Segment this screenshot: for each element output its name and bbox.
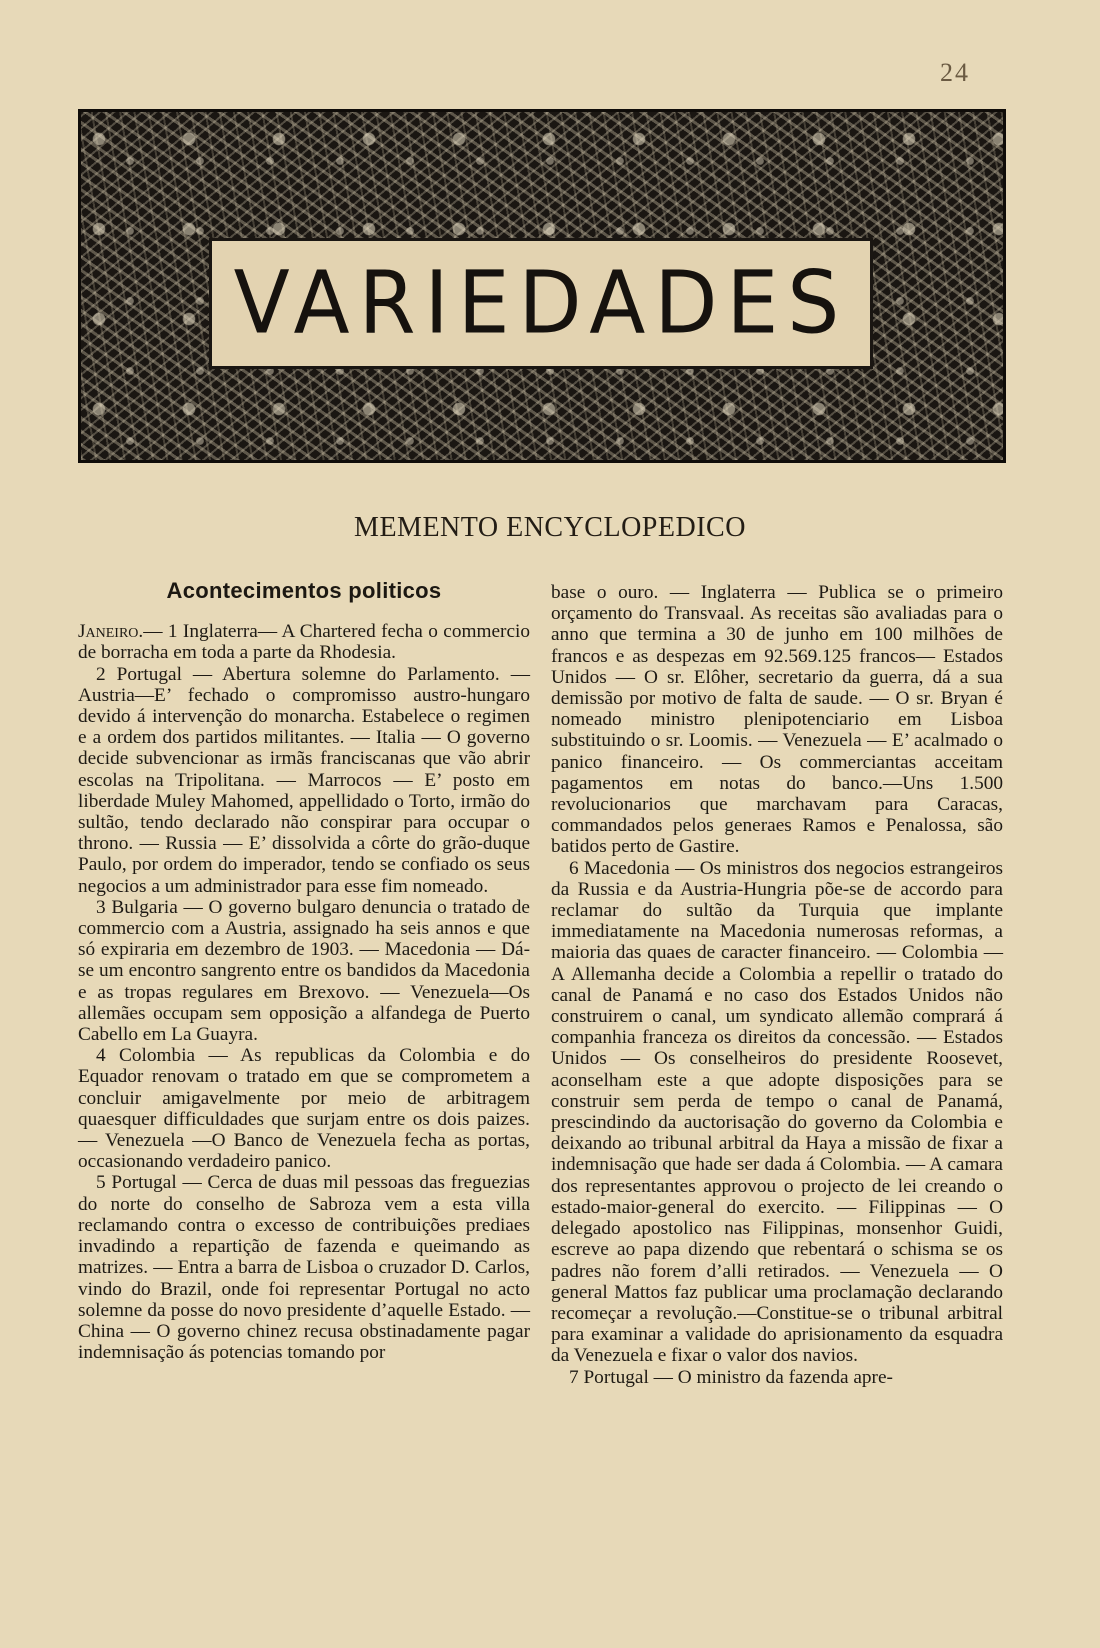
variedades-banner [78, 109, 1006, 463]
article-subheading: Acontecimentos politicos [166, 578, 442, 603]
banner-title: VARIEDADES [233, 253, 849, 353]
paragraph: 7 Portugal — O ministro da fazenda apre- [569, 1366, 893, 1388]
left-column [78, 580, 530, 1363]
section-title: MEMENTO ENCYCLOPEDICO [354, 512, 746, 543]
paragraph: 4 Colombia — As republicas da Colombia e do Equador renovam o tratado em que se comprometem a concluir amigavelmente por meio de arbitragem quaesquer difficuldades que surjam entre os dois paizes. — Venezuela —O Banco de Venezuela fecha as portas, occasionando verdadeiro panico. [78, 1045, 530, 1173]
right-column [551, 582, 1003, 1388]
paragraph: 2 Portugal — Abertura solemne do Parlamento. — Austria—E’ fechado o compromisso austro-hungaro devido á intervenção do monarcha. Estabelece o regimen e a ordem dos partidos militantes. — Italia — O governo decide subvencionar as irmãs franciscanas que vão abrir escolas na Tripolitana. — Marrocos — E’ posto em liberdade Muley Mahomed, appellidado o Torto, irmão do sultão, tendo declarado não conspirar para occupar o throno. — Russia — E’ dissolvida a côrte do grão-duque Paulo, por ordem do imperador, tendo se confiado os seus negocios a um administrador para esse fim nomeado. [78, 663, 530, 897]
paragraph: base o ouro. — Inglaterra — Publica se o primeiro orçamento do Transvaal. As receitas são avaliadas para o anno que termina a 30 de junho em 100 milhões de francos e as despezas em 92.569.125 francos— Estados Unidos — O sr. Elôher, secretario da guerra, dá a sua demissão por motivo de falta de saude. — O sr. Bryan é nomeado ministro plenipotenciario em Lisboa substituindo o sr. Loomis. — Venezuela — E’ acalmado o panico financeiro. — Os commerciantas acceitam pagamentos em notas do banco.—Uns 1.500 revolucionarios que marchavam para Caracas, commandados pelos generaes Ramos e Penalossa, são batidos perto de Gastire. [551, 582, 1003, 858]
paragraph: 3 Bulgaria — O governo bulgaro denuncia o tratado de commercio com a Austria, assignado ha seis annos e que só expiraria em dezembro de 1903. — Macedonia — Dá-se um encontro sangrento entre os bandidos da Macedonia e as tropas regulares em Brexovo. — Venezuela—Os allemães occupam sem opposição a alfandega de Puerto Cabello em La Guayra. [78, 896, 530, 1046]
page-number: 24 [940, 58, 970, 87]
paragraph: 6 Macedonia — Os ministros dos negocios estrangeiros da Russia e da Austria-Hungria põe-se de accordo para reclamar do sultão da Turquia que implante immediatamente na Macedonia numerosas reformas, a maioria das quaes de caracter financeiro. — Colombia — A Allemanha decide a Colombia a repellir o tratado do canal de Panamá e no caso dos Estados Unidos não construirem o canal, um syndicato allemão comprará á companhia franceza os direitos da concessão. — Estados Unidos — Os conselheiros do presidente Roosevet, aconselham este a que adopte disposições para se construir sem perda de tempo o canal de Panamá, prescindindo da auctorisação do governo da Colombia e deixando ao tribunal arbitral da Haya a missão de fixar a indemnisação que hade ser dada á Colombia. — A camara dos representantes approvou o projecto de lei creando o estado-maior-general do exercito. — Filippinas — O delegado apostolico nas Filippinas, monsenhor Guidi, escreve ao papa dizendo que rebentará o schisma se os padres não forem d’alli retirados. — Venezuela — O general Mattos faz publicar uma proclamação declarando recomeçar a revolução.—Constitue-se o tribunal arbitral para examinar a validade do aprisionamento da esquadra da Venezuela e fixar o valor dos navios. [551, 857, 1003, 1367]
paragraph: 5 Portugal — Cerca de duas mil pessoas das freguezias do norte do conselho de Sabroza vem a esta villa reclamando contra o excesso de contribuições prediaes invadindo a repartição de fazenda e queimando as matrizes. — Entra a barra de Lisboa o cruzador D. Carlos, vindo do Brazil, onde foi representar Portugal no acto solemne da posse do novo presidente d’aquelle Estado. — China — O governo chinez recusa obstinadamente pagar indemnisação ás potencias tomando por [78, 1172, 530, 1364]
paragraph [78, 621, 530, 663]
month-label: Janeiro. [78, 621, 144, 643]
paragraph-text: — 1 Inglaterra— A Chartered fecha o commercio de borracha em toda a parte da Rhodesia. [78, 621, 530, 664]
banner-title-plate [209, 238, 873, 369]
